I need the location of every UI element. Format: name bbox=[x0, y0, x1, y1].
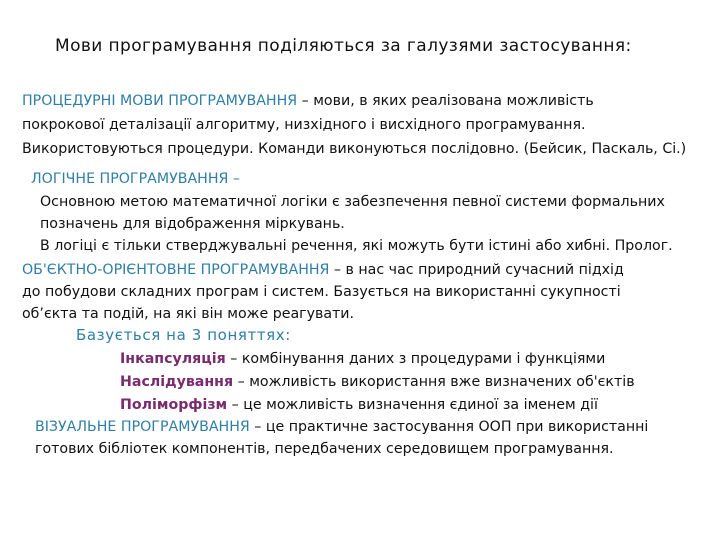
procedural-heading: ПРОЦЕДУРНІ МОВИ ПРОГРАМУВАННЯ bbox=[22, 93, 298, 109]
oop-line-1-text: – в нас час природний сучасний підхід bbox=[329, 262, 624, 278]
concept-term: Інкапсуляція bbox=[120, 351, 226, 367]
visual-heading: ВІЗУАЛЬНЕ ПРОГРАМУВАННЯ bbox=[35, 419, 250, 435]
logic-heading: ЛОГІЧНЕ ПРОГРАМУВАННЯ – bbox=[31, 171, 240, 187]
oop-based-on: Базується на 3 поняттях: bbox=[76, 326, 291, 344]
page-title: Мови програмування поділяються за галузями застосування: bbox=[55, 36, 632, 56]
concept-desc: – це можливість визначення єдиної за іменем дії bbox=[227, 397, 598, 413]
logic-line-3: В логіці є тільки стверджувальні речення, які можуть бути істині або хибні. Пролог. bbox=[40, 238, 673, 254]
concept-encapsulation bbox=[120, 351, 605, 367]
concept-desc: – можливість використання вже визначених об'єктів bbox=[233, 374, 635, 390]
concept-term: Наслідування bbox=[120, 374, 234, 390]
concept-term: Поліморфізм bbox=[120, 397, 228, 413]
concept-desc: – комбінування даних з процедурами і функціями bbox=[225, 351, 606, 367]
logic-line-1: Основною метою математичної логіки є забезпечення певної системи формальних bbox=[40, 194, 665, 210]
logic-line-2: позначень для відображення міркувань. bbox=[40, 216, 345, 232]
procedural-line-2: покрокової деталізації алгоритму, низхідного і висхідного програмування. bbox=[22, 117, 586, 133]
concept-polymorphism bbox=[120, 397, 598, 413]
visual-line-1-text: – це практичне застосування ООП при використанні bbox=[249, 419, 649, 435]
concept-inheritance bbox=[120, 374, 635, 390]
visual-line-1 bbox=[35, 419, 648, 435]
visual-line-2: готових бібліотек компонентів, передбачених середовищем програмування. bbox=[35, 441, 614, 457]
oop-line-3: об’єкта та подій, на які він може реагувати. bbox=[22, 306, 355, 322]
oop-heading: ОБ'ЄКТНО-ОРІЄНТОВНЕ ПРОГРАМУВАННЯ bbox=[22, 262, 330, 278]
oop-line-2: до побудови складних програм і систем. Базується на використанні сукупності bbox=[22, 284, 621, 300]
procedural-line-3: Використовуються процедури. Команди виконуються послідовно. (Бейсик, Паскаль, Сі.) bbox=[22, 141, 687, 157]
procedural-line-1-text: – мови, в яких реалізована можливість bbox=[297, 93, 594, 109]
procedural-line-1 bbox=[22, 93, 594, 109]
oop-line-1 bbox=[22, 262, 624, 278]
